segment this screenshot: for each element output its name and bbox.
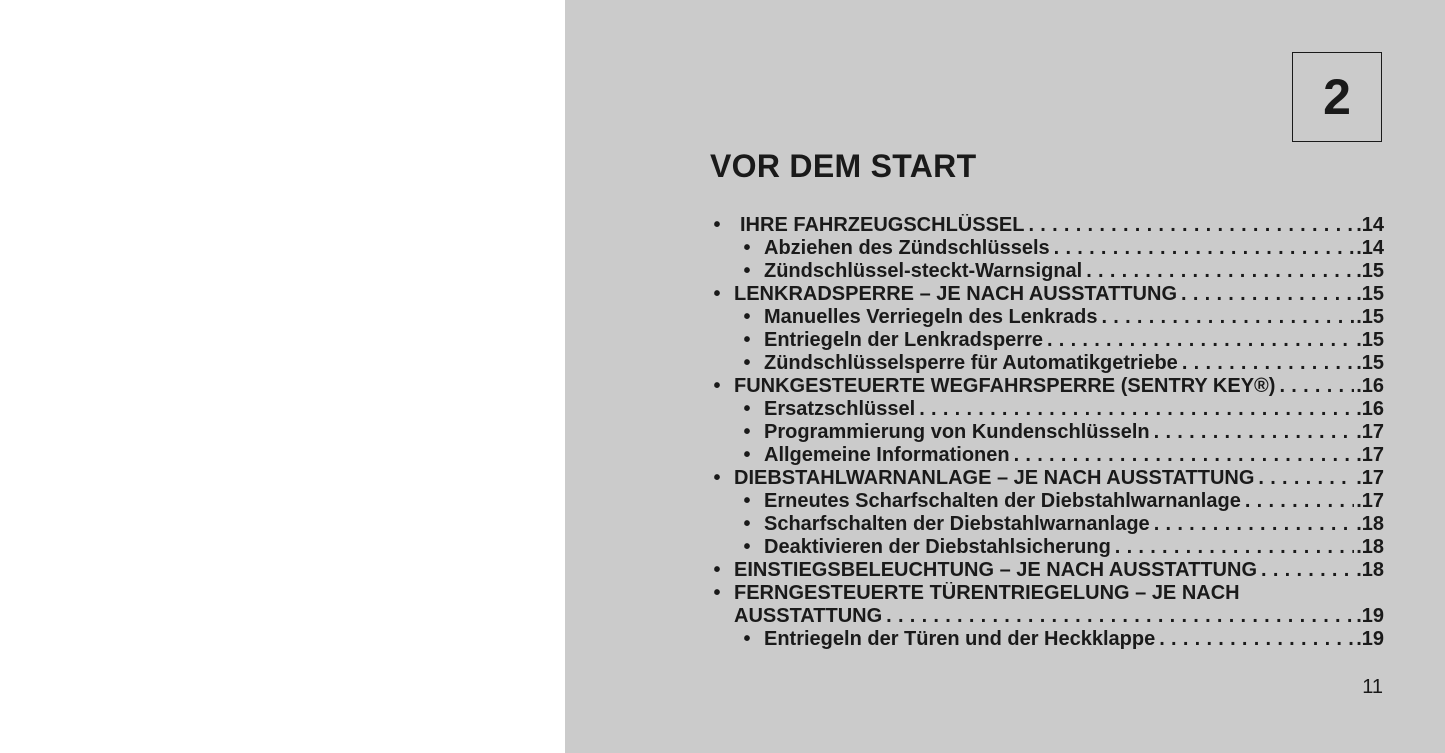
dot-leader: [882, 605, 1354, 628]
toc-entry-label: Erneutes Scharfschalten der Diebstahlwarnanlage: [764, 490, 1241, 512]
toc-entry-row: [764, 536, 1384, 559]
toc-subsection-entry: [710, 628, 1384, 651]
toc-entry-label: IHRE FAHRZEUGSCHLÜSSEL: [740, 214, 1025, 236]
chapter-number-box: [1292, 52, 1382, 142]
toc-entry-row: [764, 306, 1384, 329]
dot-leader: [1177, 283, 1354, 306]
bullet-icon: •: [713, 283, 721, 305]
dot-leader: [1178, 352, 1354, 375]
bullet-icon: •: [743, 513, 751, 535]
toc-entry-row: [764, 444, 1384, 467]
toc-section-entry: [710, 375, 1384, 398]
toc-entry-label: Ersatzschlüssel: [764, 398, 916, 420]
toc-entry-page: .19: [1356, 605, 1384, 627]
toc-entry-label: FUNKGESTEUERTE WEGFAHRSPERRE (SENTRY KEY®): [734, 375, 1276, 397]
dot-leader: [1150, 421, 1355, 444]
toc-entry-row: [734, 559, 1384, 582]
toc-entry-page: .15: [1356, 260, 1384, 282]
bullet-icon: •: [743, 352, 751, 374]
toc-entry-page: .15: [1356, 352, 1384, 374]
right-page: [565, 0, 1445, 753]
toc-entry-page: .15: [1356, 283, 1384, 305]
toc-entry-row: [764, 513, 1384, 536]
dot-leader: [1043, 329, 1354, 352]
toc-subsection-entry: [710, 513, 1384, 536]
bullet-icon: •: [743, 421, 751, 443]
toc-entry-row: [764, 329, 1384, 352]
toc-entry-page: .19: [1356, 628, 1384, 650]
toc-section-entry: [710, 467, 1384, 490]
toc-entry-page: .17: [1356, 467, 1384, 489]
bullet-icon: •: [743, 628, 751, 650]
toc-entry-label: AUSSTATTUNG: [734, 605, 883, 627]
toc-entry-page: .17: [1356, 444, 1384, 466]
toc-entry-row: [764, 490, 1384, 513]
toc-entry-label: EINSTIEGSBELEUCHTUNG – JE NACH AUSSTATTUNG: [734, 559, 1257, 581]
toc-entry-row: [764, 421, 1384, 444]
dot-leader: [1050, 237, 1355, 260]
toc-entry-label: Abziehen des Zündschlüssels: [764, 237, 1050, 259]
toc-subsection-entry: [710, 306, 1384, 329]
toc-subsection-entry: [710, 352, 1384, 375]
dot-leader: [915, 398, 1354, 421]
toc-entry-label: Entriegeln der Lenkradsperre: [764, 329, 1043, 351]
toc-entry-label: Deaktivieren der Diebstahlsicherung: [764, 536, 1111, 558]
toc-subsection-entry: [710, 490, 1384, 513]
chapter-number: 2: [1323, 69, 1351, 125]
toc-entry-row: [740, 214, 1384, 237]
toc-entry-label: Zündschlüsselsperre für Automatikgetriebe: [764, 352, 1178, 374]
toc-section-entry: [710, 605, 1384, 628]
toc-entry-page: .18: [1356, 513, 1384, 535]
toc-entry-page: .17: [1356, 490, 1384, 512]
toc-entry-label: Programmierung von Kundenschlüsseln: [764, 421, 1150, 443]
bullet-icon: •: [713, 467, 721, 489]
toc-entry-row: [734, 375, 1384, 398]
toc-entry-page: .18: [1356, 559, 1384, 581]
dot-leader: [1150, 513, 1355, 536]
toc-entry-page: .14: [1356, 214, 1384, 236]
toc-entry-page: .17: [1356, 421, 1384, 443]
toc-entry-label: Zündschlüssel-steckt-Warnsignal: [764, 260, 1083, 282]
bullet-icon: •: [743, 306, 751, 328]
bullet-icon: •: [743, 536, 751, 558]
page-number: 11: [1362, 676, 1383, 698]
toc-entry-page: .16: [1356, 375, 1384, 397]
dot-leader: [1155, 628, 1354, 651]
bullet-icon: •: [713, 559, 721, 581]
bullet-icon: •: [713, 582, 721, 604]
dot-leader: [1275, 375, 1354, 398]
toc-entry-row: [764, 260, 1384, 283]
toc-section-entry: [710, 582, 1384, 605]
toc-entry-label: DIEBSTAHLWARNANLAGE – JE NACH AUSSTATTUNG: [734, 467, 1255, 489]
toc-entry-row: [734, 582, 1384, 605]
bullet-icon: •: [743, 490, 751, 512]
chapter-title: VOR DEM START: [710, 148, 977, 184]
toc-entry-row: [734, 605, 1384, 628]
toc-entry-page: .15: [1356, 329, 1384, 351]
bullet-icon: •: [743, 329, 751, 351]
bullet-icon: •: [713, 214, 721, 236]
toc-entry-label: Allgemeine Informationen: [764, 444, 1010, 466]
toc-entry-row: [764, 352, 1384, 375]
table-of-contents: [710, 214, 1384, 651]
bullet-icon: •: [713, 375, 721, 397]
toc-section-entry: [710, 214, 1384, 237]
bullet-icon: •: [743, 444, 751, 466]
toc-entry-row: [764, 628, 1384, 651]
left-blank-page: [0, 0, 565, 753]
toc-entry-row: [734, 467, 1384, 490]
dot-leader: [1257, 559, 1354, 582]
toc-entry-label: Entriegeln der Türen und der Heckklappe: [764, 628, 1156, 650]
toc-subsection-entry: [710, 421, 1384, 444]
toc-entry-page: .16: [1356, 398, 1384, 420]
toc-section-entry: [710, 559, 1384, 582]
toc-subsection-entry: [710, 398, 1384, 421]
dot-leader: [1082, 260, 1354, 283]
bullet-icon: •: [743, 398, 751, 420]
dot-leader: [1010, 444, 1355, 467]
dot-leader: [1024, 214, 1354, 237]
toc-entry-row: [734, 283, 1384, 306]
bullet-icon: •: [743, 237, 751, 259]
toc-subsection-entry: [710, 329, 1384, 352]
toc-entry-label: FERNGESTEUERTE TÜRENTRIEGELUNG – JE NACH: [734, 582, 1240, 604]
toc-subsection-entry: [710, 444, 1384, 467]
toc-entry-label: Manuelles Verriegeln des Lenkrads: [764, 306, 1098, 328]
toc-entry-row: [764, 398, 1384, 421]
dot-leader: [1254, 467, 1354, 490]
dot-leader: [1241, 490, 1354, 513]
toc-subsection-entry: [710, 237, 1384, 260]
toc-subsection-entry: [710, 536, 1384, 559]
toc-entry-page: .18: [1356, 536, 1384, 558]
toc-subsection-entry: [710, 260, 1384, 283]
toc-entry-label: Scharfschalten der Diebstahlwarnanlage: [764, 513, 1150, 535]
toc-entry-label: LENKRADSPERRE – JE NACH AUSSTATTUNG: [734, 283, 1177, 305]
dot-leader: [1097, 306, 1354, 329]
toc-entry-page: .14: [1356, 237, 1384, 259]
dot-leader: [1111, 536, 1354, 559]
toc-entry-row: [764, 237, 1384, 260]
toc-entry-page: .15: [1356, 306, 1384, 328]
toc-section-entry: [710, 283, 1384, 306]
bullet-icon: •: [743, 260, 751, 282]
